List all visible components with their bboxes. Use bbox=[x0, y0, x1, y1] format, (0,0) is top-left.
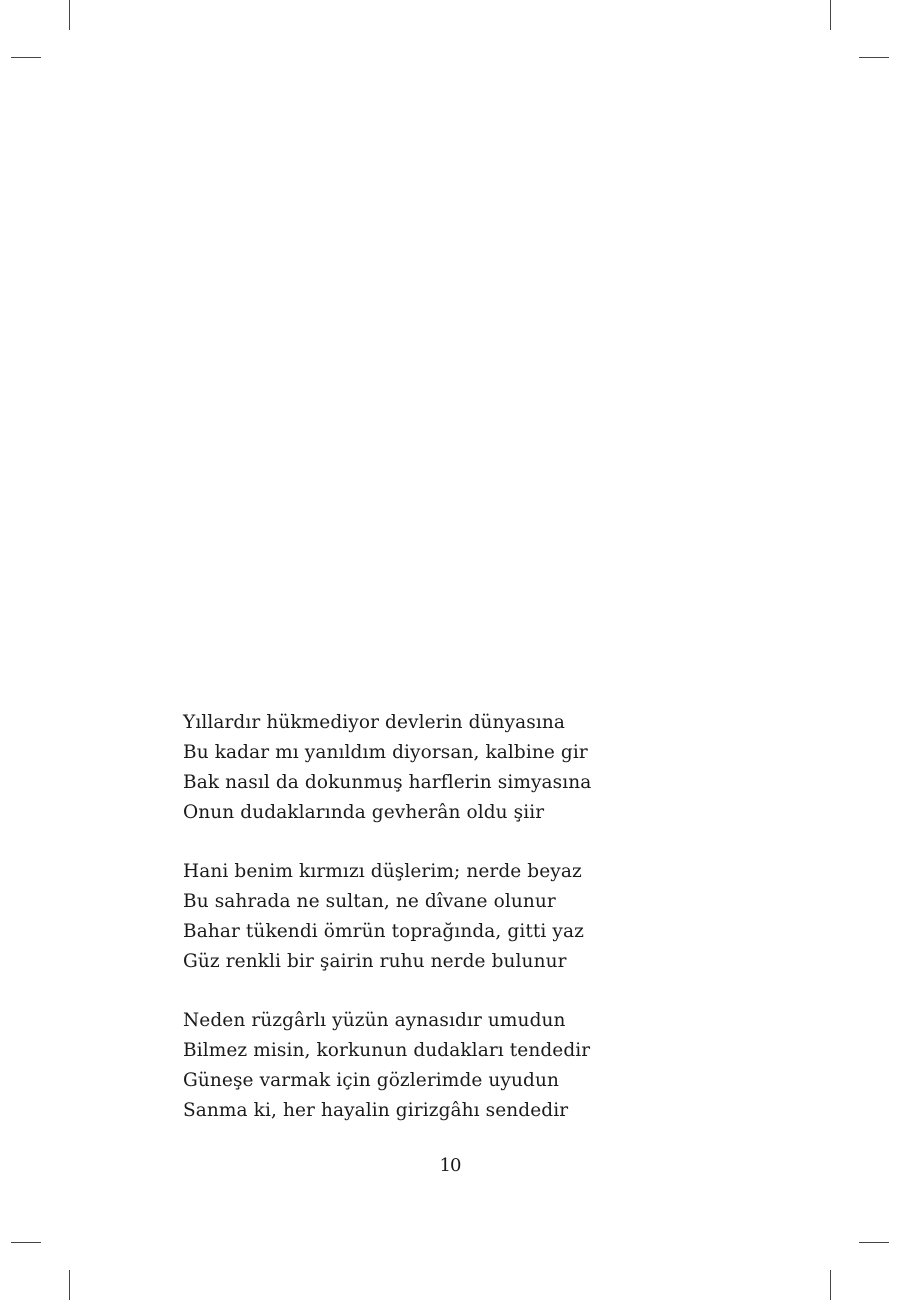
poem-line: Bak nasıl da dokunmuş harflerin simyasına bbox=[183, 772, 592, 793]
crop-mark-top-right-vertical bbox=[830, 0, 831, 30]
poem-line: Güneşe varmak için gözlerimde uyudun bbox=[183, 1070, 559, 1091]
page-number: 10 bbox=[439, 1155, 461, 1176]
poem-stanza-2 bbox=[183, 857, 743, 977]
poem-line: Güz renkli bir şairin ruhu nerde bulunur bbox=[183, 951, 567, 972]
crop-mark-top-right-horizontal bbox=[859, 57, 889, 58]
poem-line: Neden rüzgârlı yüzün aynasıdır umudun bbox=[183, 1010, 566, 1031]
poem-line: Bilmez misin, korkunun dudakları tendedir bbox=[183, 1040, 591, 1061]
crop-mark-top-left-horizontal bbox=[11, 57, 41, 58]
poem-line: Hani benim kırmızı düşlerim; nerde beyaz bbox=[183, 861, 582, 882]
poem-line: Bu sahrada ne sultan, ne dîvane olunur bbox=[183, 891, 556, 912]
poem-line: Yıllardır hükmediyor devlerin dünyasına bbox=[183, 712, 565, 733]
crop-mark-bottom-right-vertical bbox=[830, 1270, 831, 1300]
poem-line: Sanma ki, her hayalin girizgâhı sendedir bbox=[183, 1100, 569, 1121]
crop-mark-top-left-vertical bbox=[69, 0, 70, 30]
poem-line: Bu kadar mı yanıldım diyorsan, kalbine gir bbox=[183, 742, 588, 763]
crop-mark-bottom-left-vertical bbox=[69, 1270, 70, 1300]
crop-mark-bottom-right-horizontal bbox=[859, 1242, 889, 1243]
poem bbox=[183, 708, 743, 1155]
poem-stanza-3 bbox=[183, 1006, 743, 1126]
poem-stanza-1 bbox=[183, 708, 743, 828]
crop-mark-bottom-left-horizontal bbox=[11, 1242, 41, 1243]
poem-line: Onun dudaklarında gevherân oldu şiir bbox=[183, 802, 545, 823]
poem-line: Bahar tükendi ömrün toprağında, gitti yaz bbox=[183, 921, 584, 942]
